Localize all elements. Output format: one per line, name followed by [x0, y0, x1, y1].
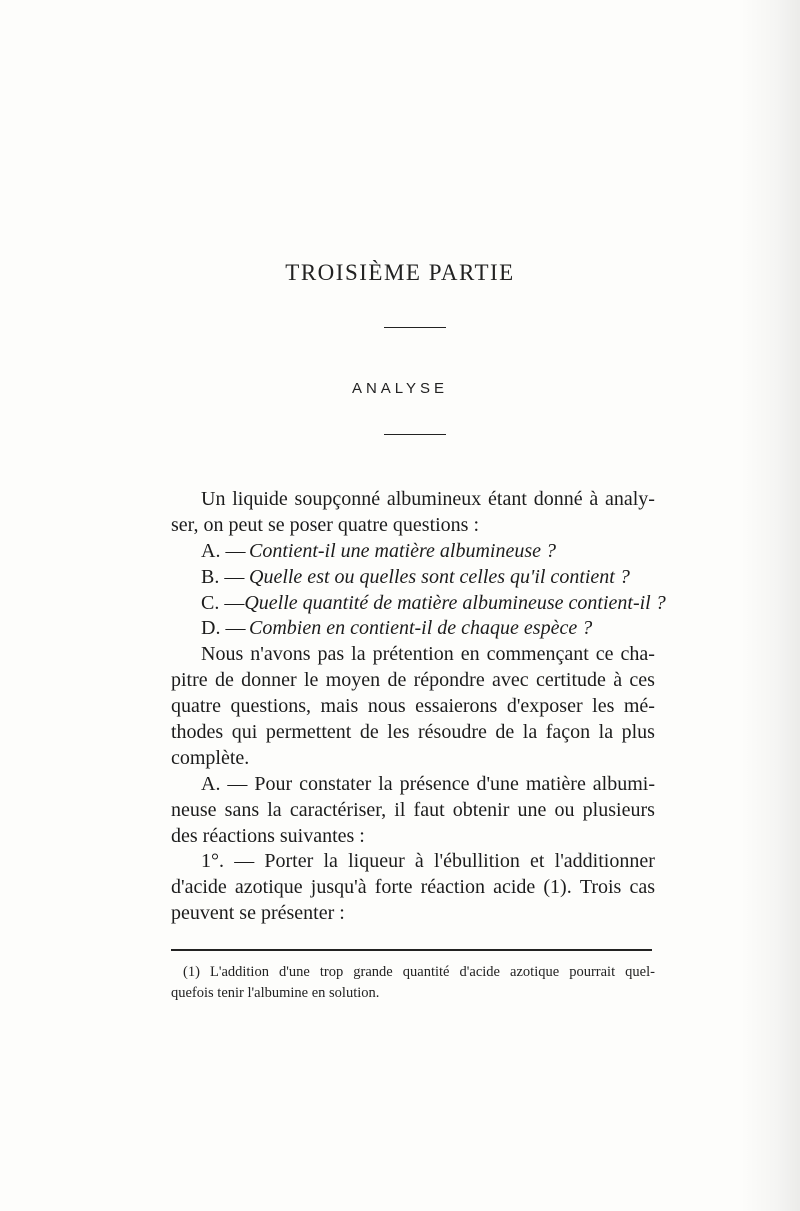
question-text: Combien en contient-il de chaque espèce ?: [249, 617, 593, 640]
paragraph-line: pitre de donner le moyen de répondre avec certitude à ces: [171, 669, 655, 692]
question-letter: B. —: [201, 565, 245, 588]
question-letter: D. —: [201, 617, 246, 640]
paragraph-line: 1°. — Porter la liqueur à l'ébullition et l'additionner: [201, 850, 655, 873]
footnote-line: quefois tenir l'albumine en solution.: [171, 985, 380, 1001]
paragraph-line: neuse sans la caractériser, il faut obtenir une ou plusieurs: [171, 798, 655, 821]
intro-line: ser, on peut se poser quatre questions :: [171, 513, 480, 536]
question-d: [171, 616, 655, 642]
question-a: [171, 539, 655, 565]
question-letter: A. —: [201, 539, 246, 562]
question-letter: C. —: [201, 591, 245, 614]
footnote-line: (1) L'addition d'une trop grande quantité d'acide azotique pourrait quel-: [183, 964, 655, 980]
footnote: [171, 962, 655, 1004]
question-c: [171, 591, 666, 617]
part-title: TROISIÈME PARTIE: [285, 260, 515, 285]
section-title: ANALYSE: [351, 380, 449, 397]
paragraph-line: thodes qui permettent de les résoudre de la façon la plus: [171, 721, 655, 744]
title-divider-top: [384, 327, 446, 328]
page-edge-shadow: [740, 0, 800, 1211]
paragraph-line: quatre questions, mais nous essaierons d'exposer les mé-: [171, 695, 655, 718]
title-divider-bottom: [384, 434, 446, 435]
paragraph-line: Nous n'avons pas la prétention en commençant ce cha-: [201, 643, 655, 666]
intro-line: Un liquide soupçonné albumineux étant donné à analy-: [201, 488, 655, 510]
question-text: Quelle quantité de matière albumineuse contient-il ?: [244, 591, 666, 614]
paragraph-line: peuvent se présenter :: [171, 902, 345, 925]
paragraph-line: A. — Pour constater la présence d'une matière albumi-: [201, 772, 655, 795]
footnote-divider: [171, 949, 652, 951]
question-text: Quelle est ou quelles sont celles qu'il contient ?: [249, 565, 630, 588]
paragraph-line: des réactions suivantes :: [171, 824, 365, 847]
question-b: [171, 565, 655, 591]
paragraph-line: d'acide azotique jusqu'à forte réaction acide (1). Trois cas: [171, 876, 655, 899]
body-text: [171, 487, 666, 927]
paragraph-line: complète.: [171, 746, 250, 769]
question-text: Contient-il une matière albumineuse ?: [249, 539, 556, 562]
